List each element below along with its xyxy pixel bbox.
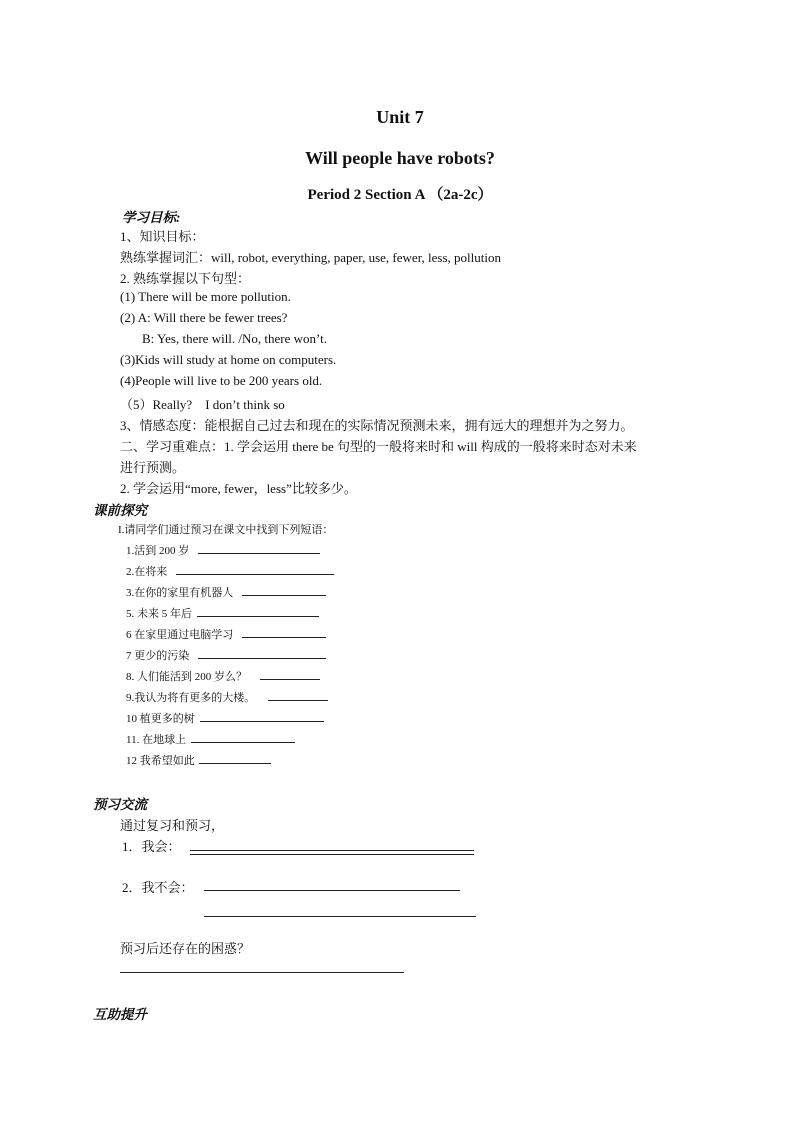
answer-blank[interactable] xyxy=(197,605,319,617)
can-label: 1．我会： xyxy=(122,839,181,854)
can-answer-line-1[interactable] xyxy=(190,850,474,851)
pattern-2-answer: B: Yes, there will. /No, there won’t. xyxy=(142,331,327,346)
objectives-heading: 学习目标: xyxy=(122,210,181,225)
phrase-item: 5. 未来 5 年后 xyxy=(126,605,319,621)
exchange-intro: 通过复习和预习， xyxy=(120,818,225,833)
cannot-label: 2．我不会： xyxy=(122,880,194,895)
phrase-item: 2.在将来 xyxy=(126,563,334,579)
answer-blank[interactable] xyxy=(198,647,326,659)
cannot-answer-line-1[interactable] xyxy=(204,890,460,891)
phrase-item: 12 我希望如此 xyxy=(126,752,271,768)
confusion-question: 预习后还存在的困惑？ xyxy=(120,941,251,956)
pattern-3: (3)Kids will study at home on computers. xyxy=(120,352,337,367)
pattern-4: (4)People will live to be 200 years old. xyxy=(120,373,323,388)
phrase-item: 1.活到 200 岁 xyxy=(126,542,320,558)
answer-blank[interactable] xyxy=(176,563,334,575)
key-points-2: 2. 学会运用“more, fewer，less”比较多少。 xyxy=(120,481,357,496)
phrase-item: 9.我认为将有更多的大楼。 xyxy=(126,689,328,705)
answer-blank[interactable] xyxy=(198,542,320,554)
can-answer-line-2[interactable] xyxy=(190,854,474,855)
help-heading: 互助提升 xyxy=(93,1007,147,1022)
pattern-1: (1) There will be more pollution. xyxy=(120,289,291,304)
pattern-2: (2) A: Will there be fewer trees? xyxy=(120,310,288,325)
key-points-1-continued: 进行预测。 xyxy=(120,460,186,475)
exchange-heading: 预习交流 xyxy=(93,797,147,812)
preview-heading: 课前探究 xyxy=(93,503,147,518)
answer-blank[interactable] xyxy=(260,668,320,680)
key-points-1: 二、学习重难点：1. 学会运用 there be 句型的一般将来时和 will 构成的一般将来时态对未来 xyxy=(120,439,637,454)
phrase-item: 3.在你的家里有机器人 xyxy=(126,584,326,600)
vocabulary-line: 熟练掌握词汇：will, robot, everything, paper, use, fewer, less, pollution xyxy=(120,250,501,265)
phrase-item: 6 在家里通过电脑学习 xyxy=(126,626,326,642)
patterns-heading: 2. 熟练掌握以下句型： xyxy=(120,271,251,286)
knowledge-goal-heading: 1、知识目标： xyxy=(120,229,205,244)
answer-blank[interactable] xyxy=(242,626,326,638)
lesson-title: Will people have robots? xyxy=(305,148,495,168)
answer-blank[interactable] xyxy=(191,731,295,743)
answer-blank[interactable] xyxy=(199,752,271,764)
phrase-item: 11. 在地球上 xyxy=(126,731,295,747)
phrase-item: 10 植更多的树 xyxy=(126,710,324,726)
answer-blank[interactable] xyxy=(242,584,326,596)
pattern-5: （5）Really? I don’t think so xyxy=(120,397,285,412)
answer-blank[interactable] xyxy=(268,689,328,701)
phrase-item: 7 更少的污染 xyxy=(126,647,326,663)
attitude-goal: 3、情感态度：能根据自己过去和现在的实际情况预测未来，拥有远大的理想并为之努力。 xyxy=(120,418,634,433)
answer-blank[interactable] xyxy=(200,710,324,722)
period-title: Period 2 Section A （2a-2c） xyxy=(307,187,493,203)
unit-title: Unit 7 xyxy=(376,107,424,127)
cannot-answer-line-2[interactable] xyxy=(204,916,476,917)
phrase-item: 8. 人们能活到 200 岁么？ xyxy=(126,668,320,684)
preview-instruction: I.请同学们通过预习在课文中找到下列短语： xyxy=(118,524,334,536)
confusion-answer-line[interactable] xyxy=(120,972,404,973)
